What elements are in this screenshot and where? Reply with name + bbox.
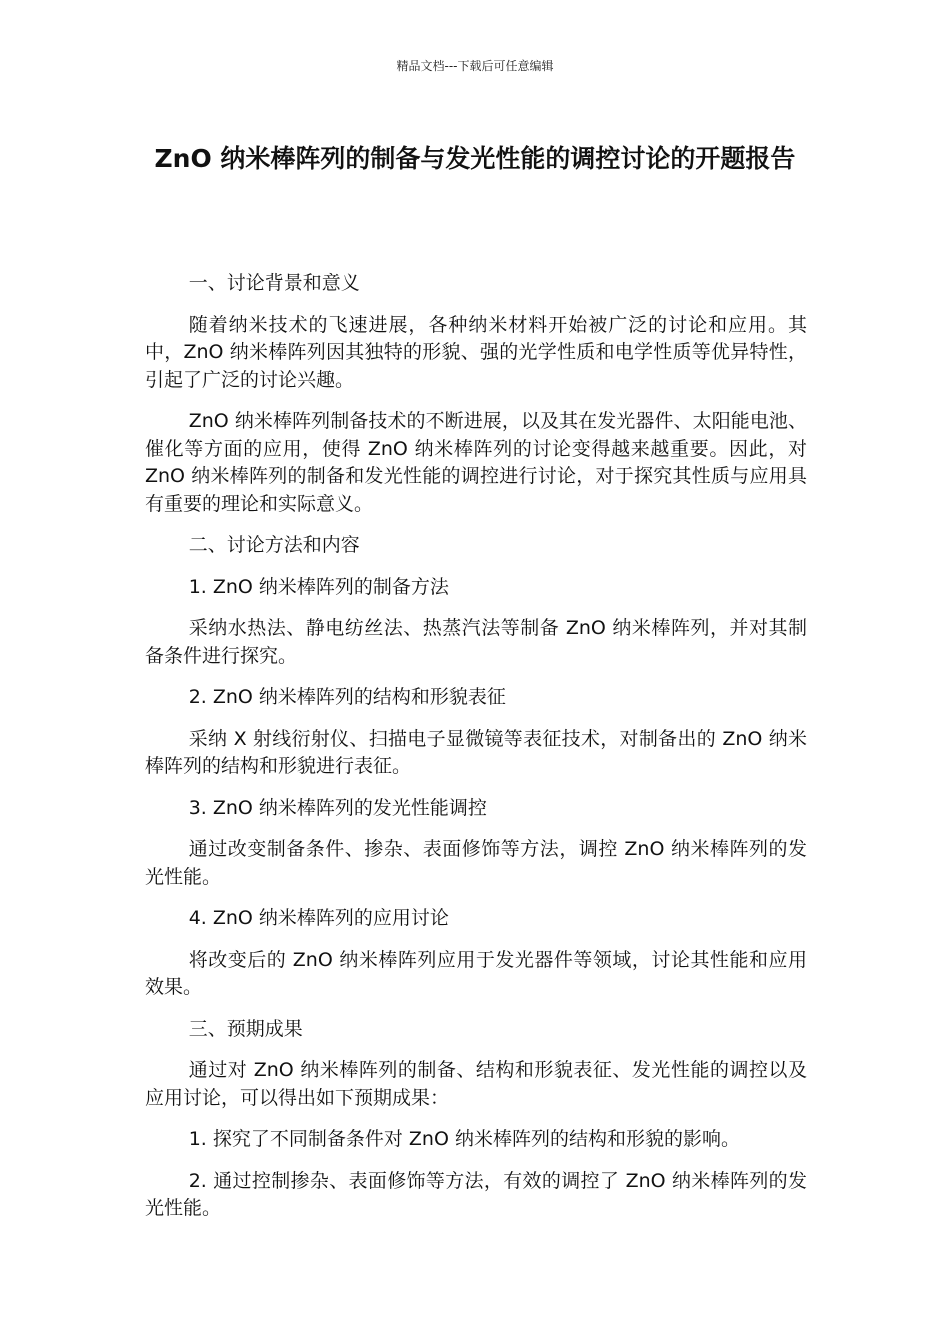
results-item-1: 1. 探究了不同制备条件对 ZnO 纳米棒阵列的结构和形貌的影响。 bbox=[188, 1128, 740, 1150]
section-heading-methods: 二、讨论方法和内容 bbox=[188, 534, 360, 556]
method-item-1-text: 采纳水热法、静电纺丝法、热蒸汽法等制备 ZnO 纳米棒阵列，并对其制备条件进行探究。 bbox=[145, 617, 807, 667]
page-header-note: 精品文档---下载后可任意编辑 bbox=[396, 59, 554, 73]
section-heading-results: 三、预期成果 bbox=[188, 1017, 303, 1040]
method-item-4-text: 将改变后的 ZnO 纳米棒阵列应用于发光器件等领域，讨论其性能和应用效果。 bbox=[145, 948, 807, 998]
method-item-1-title: 1. ZnO 纳米棒阵列的制备方法 bbox=[188, 575, 449, 598]
method-item-2-title: 2. ZnO 纳米棒阵列的结构和形貌表征 bbox=[188, 686, 506, 708]
results-intro: 通过对 ZnO 纳米棒阵列的制备、结构和形貌表征、发光性能的调控以及应用讨论，可以得出如下预期成果： bbox=[145, 1059, 807, 1109]
background-paragraph-2: ZnO 纳米棒阵列制备技术的不断进展，以及其在发光器件、太阳能电池、催化等方面的应用，使得 ZnO 纳米棒阵列的讨论变得越来越重要。因此，对 ZnO 纳米棒阵列的制备和发光性能的调控进行讨论，对于探究其性质与应用具有重要的理论和实际意义。 bbox=[145, 410, 807, 515]
method-item-4-title: 4. ZnO 纳米棒阵列的应用讨论 bbox=[188, 907, 449, 929]
method-item-3-text: 通过改变制备条件、掺杂、表面修饰等方法，调控 ZnO 纳米棒阵列的发光性能。 bbox=[145, 838, 807, 888]
section-heading-background: 一、讨论背景和意义 bbox=[188, 272, 360, 294]
method-item-3-title: 3. ZnO 纳米棒阵列的发光性能调控 bbox=[188, 796, 487, 819]
method-item-2-text: 采纳 X 射线衍射仪、扫描电子显微镜等表征技术，对制备出的 ZnO 纳米棒阵列的结构和形貌进行表征。 bbox=[145, 727, 807, 777]
background-paragraph-1: 随着纳米技术的飞速进展，各种纳米材料开始被广泛的讨论和应用。其中，ZnO 纳米棒阵列因其独特的形貌、强的光学性质和电学性质等优异特性，引起了广泛的讨论兴趣。 bbox=[145, 313, 807, 391]
document-title: ZnO 纳米棒阵列的制备与发光性能的调控讨论的开题报告 bbox=[154, 144, 796, 173]
document-body bbox=[145, 270, 807, 1237]
results-item-2: 2. 通过控制掺杂、表面修饰等方法，有效的调控了 ZnO 纳米棒阵列的发光性能。 bbox=[145, 1169, 807, 1219]
